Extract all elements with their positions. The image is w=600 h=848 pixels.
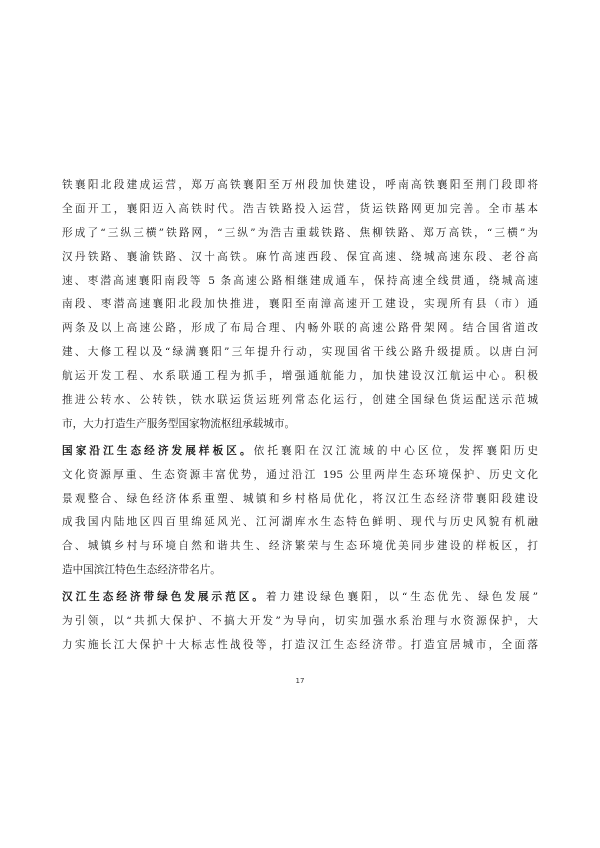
- text-line: 景观整合、绿色经济体系重塑、城镇和乡村格局优化，将汉江生态经济带襄阳段建设: [62, 492, 538, 505]
- section-lead-heading: 国家沿江生态经济发展样板区。: [62, 444, 254, 457]
- text-line: 铁襄阳北段建成运营，郑万高铁襄阳至万州段加快建设，呼南高铁襄阳至荆门段即将: [62, 179, 538, 191]
- section-lead-heading: 汉江生态经济带绿色发展示范区。: [62, 591, 266, 604]
- paragraph-green-demo-zone: [62, 586, 538, 658]
- text-line: 推进公转水、公转铁，铁水联运货运班列常态化运行，创建全国绿色货运配送示范城: [62, 394, 538, 407]
- text-line: [62, 586, 538, 610]
- document-body: [62, 174, 538, 661]
- text-line: 建、大修工程以及“绿满襄阳”三年提升行动，实现国省干线公路升级提质。以唐白河: [62, 346, 538, 359]
- text-line: 汉丹铁路、襄渝铁路、汉十高铁。麻竹高速西段、保宜高速、绕城高速东段、老谷高: [62, 250, 538, 263]
- text-line: 造中国滨江特色生态经济带名片。: [62, 564, 221, 577]
- page-number: 17: [295, 677, 305, 685]
- paragraph-eco-demo-zone: [62, 440, 538, 583]
- text-line: 速、枣潜高速襄阳南段等 5 条高速公路相继建成通车，保持高速全线贯通，绕城高速: [62, 274, 538, 287]
- text-line: [62, 440, 538, 464]
- text-line: 全面开工，襄阳迈入高铁时代。浩吉铁路投入运营，货运铁路网更加完善。全市基本: [62, 202, 538, 215]
- text-line: 两条及以上高速公路，形成了布局合理、内畅外联的高速公路骨架网。结合国省道改: [62, 322, 538, 335]
- text-line: 力实施长江大保护十大标志性战役等，打造汉江生态经济带。打造宜居城市，全面落: [62, 638, 538, 651]
- lead-line-text: 依托襄阳在汉江流域的中心区位，发挥襄阳历史: [253, 444, 538, 457]
- text-line: 成我国内陆地区四百里绵延风光、江河湖库水生态特色鲜明、现代与历史风貌有机融: [62, 516, 538, 529]
- text-line: 市，大力打造生产服务型国家物流枢纽承载城市。: [62, 417, 296, 430]
- text-line: 文化资源厚重、生态资源丰富优势，通过沿江 195 公里两岸生态环境保护、历史文化: [62, 468, 538, 481]
- text-line: 航运开发工程、水系联通工程为抓手，增强通航能力，加快建设汉江航运中心。积极: [62, 370, 538, 383]
- text-line: 合、城镇乡村与环境自然和谐共生、经济繁荣与生态环境优美同步建设的样板区，打: [62, 540, 538, 553]
- text-line: 形成了“三纵三横”铁路网，“三纵”为浩吉重载铁路、焦柳铁路、郑万高铁，“三横”为: [62, 226, 538, 239]
- lead-line-text: 着力建设绿色襄阳，以“生态优先、绿色发展”: [265, 591, 538, 604]
- text-line: 为引领，以“共抓大保护、不搞大开发”为导向，切实加强水系治理与水资源保护，大: [62, 615, 538, 628]
- text-line: 南段、枣潜高速襄阳北段加快推进，襄阳至南漳高速开工建设，实现所有县（市）通: [62, 298, 538, 311]
- paragraph-transport: [62, 174, 538, 437]
